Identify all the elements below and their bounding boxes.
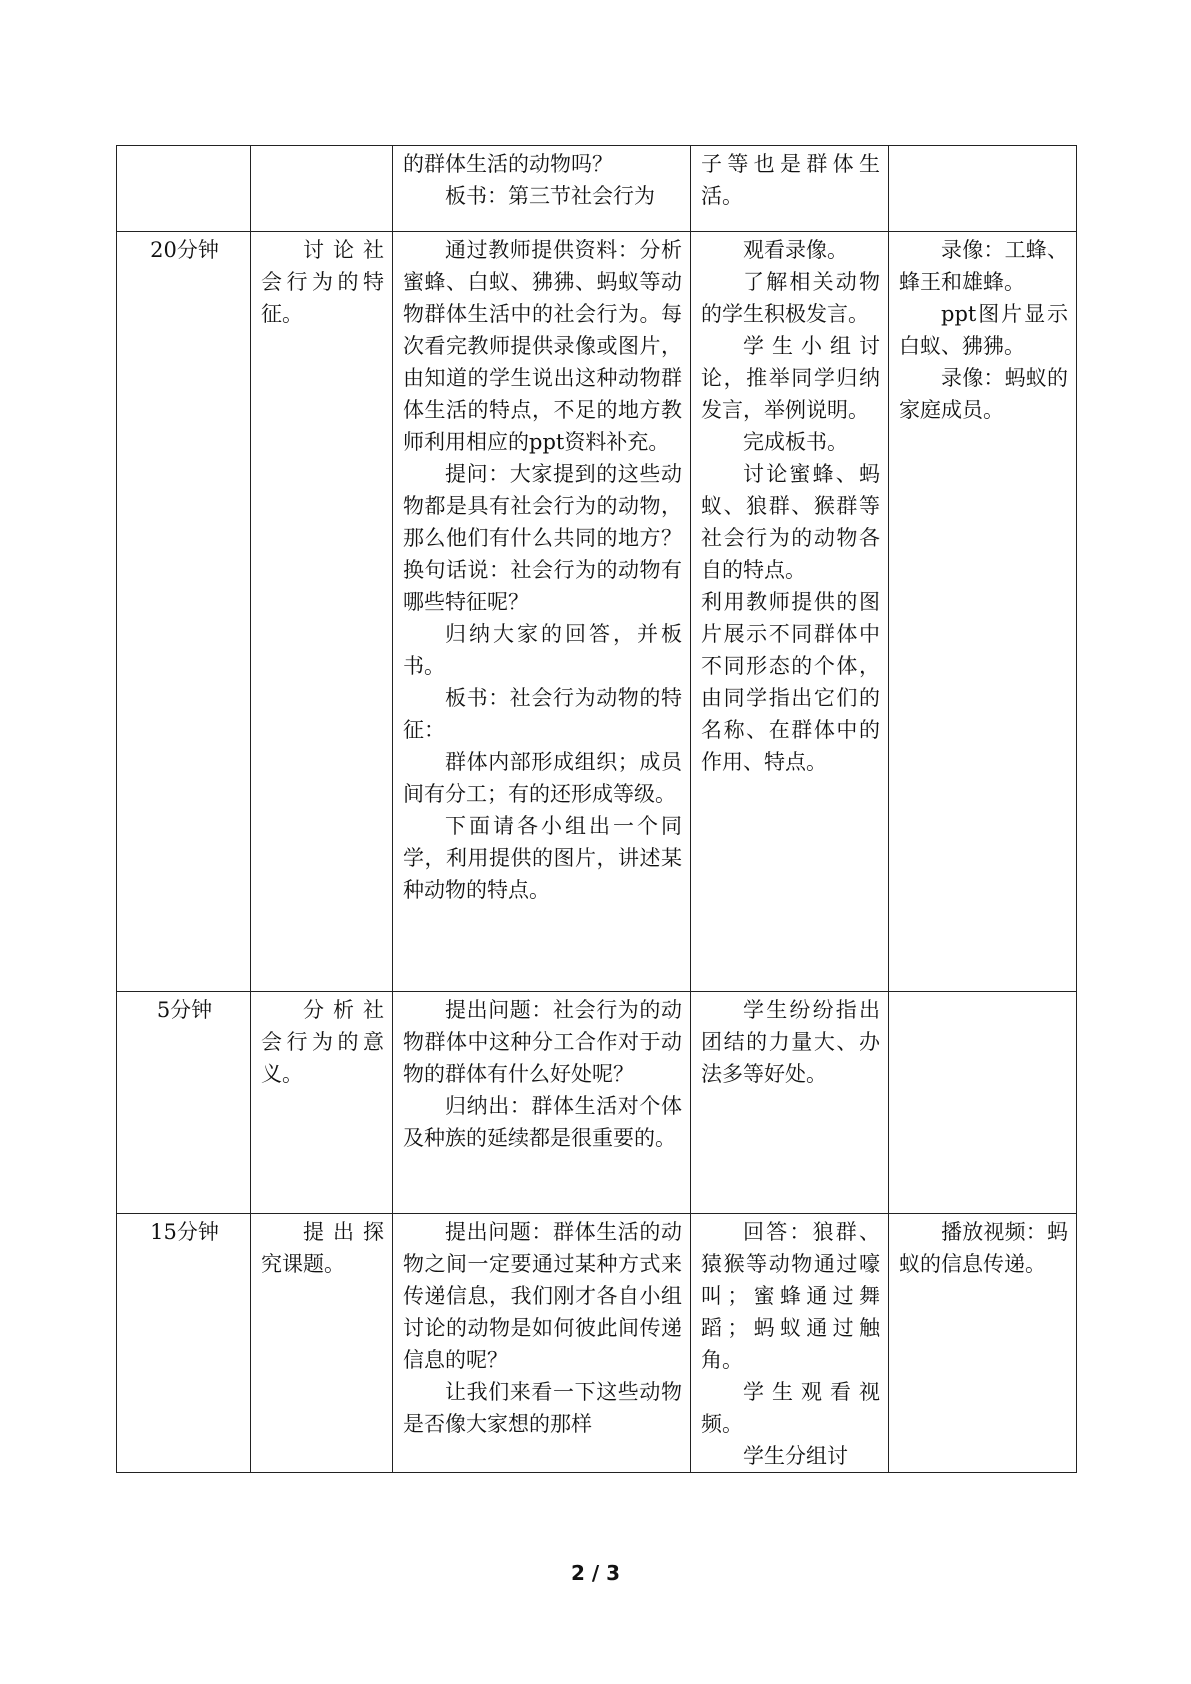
cell-paragraph: 提出问题：群体生活的动物之间一定要通过某种方式来传递信息，我们刚才各自小组讨论的动物是如何彼此间传递信息的呢？ xyxy=(403,1220,682,1372)
media-cell xyxy=(889,992,1077,1214)
table-row xyxy=(117,992,1077,1214)
topic-cell xyxy=(251,146,393,232)
cell-paragraph: 学生小组讨论，推举同学归纳发言，举例说明。 xyxy=(701,334,880,422)
cell-paragraph: 让我们来看一下这些动物是否像大家想的那样 xyxy=(403,1380,682,1436)
cell-paragraph: 回答：狼群、猿猴等动物通过嚎叫；蜜蜂通过舞蹈；蚂蚁通过触角。 xyxy=(701,1220,880,1372)
time-cell xyxy=(117,146,251,232)
lesson-plan-table-body xyxy=(117,146,1077,1473)
page-number: 2 / 3 xyxy=(570,1561,621,1585)
cell-paragraph: 完成板书。 xyxy=(743,430,848,454)
cell-paragraph: 提出问题：社会行为的动物群体中这种分工合作对于动物的群体有什么好处呢？ xyxy=(403,998,682,1086)
cell-paragraph: 讨论社会行为的特征。 xyxy=(261,238,384,326)
cell-paragraph: 利用教师提供的图片展示不同群体中不同形态的个体，由同学指出它们的名称、在群体中的作用、特点。 xyxy=(701,590,880,774)
cell-paragraph: 通过教师提供资料：分析蜜蜂、白蚁、狒狒、蚂蚁等动物群体生活中的社会行为。每次看完教师提供录像或图片，由知道的学生说出这种动物群体生活的特点，不足的地方教师利用相应的ppt资料补充。 xyxy=(403,238,682,454)
cell-paragraph: 归纳出：群体生活对个体及种族的延续都是很重要的。 xyxy=(403,1094,682,1150)
cell-paragraph: 录像：工蜂、蜂王和雄蜂。 xyxy=(899,238,1068,294)
cell-paragraph: 的群体生活的动物吗？ xyxy=(403,152,613,176)
lesson-plan-table xyxy=(116,145,1077,1473)
cell-paragraph: ppt图片显示白蚁、狒狒。 xyxy=(899,302,1068,358)
cell-paragraph: 学生纷纷指出团结的力量大、办法多等好处。 xyxy=(701,998,880,1086)
cell-paragraph: 学生观看视频。 xyxy=(701,1380,880,1436)
time-cell: 5分钟 xyxy=(117,992,251,1214)
teacher-activity-cell xyxy=(393,232,691,992)
cell-paragraph: 提出探究课题。 xyxy=(261,1220,384,1276)
teacher-activity-cell xyxy=(393,992,691,1214)
cell-paragraph: 板书：第三节社会行为 xyxy=(445,184,655,208)
cell-paragraph: 分析社会行为的意义。 xyxy=(261,998,384,1086)
cell-paragraph: 归纳大家的回答，并板书。 xyxy=(403,622,682,678)
cell-paragraph: 了解相关动物的学生积极发言。 xyxy=(701,270,880,326)
table-row xyxy=(117,232,1077,992)
student-activity-cell xyxy=(691,992,889,1214)
topic-cell xyxy=(251,992,393,1214)
topic-cell xyxy=(251,1214,393,1473)
cell-paragraph: 子等也是群体生活。 xyxy=(701,152,880,208)
cell-paragraph: 下面请各小组出一个同学，利用提供的图片，讲述某种动物的特点。 xyxy=(403,814,682,902)
cell-paragraph: 播放视频：蚂蚁的信息传递。 xyxy=(899,1220,1068,1276)
cell-paragraph: 录像：蚂蚁的家庭成员。 xyxy=(899,366,1068,422)
teacher-activity-cell xyxy=(393,1214,691,1473)
cell-paragraph: 提问：大家提到的这些动物都是具有社会行为的动物，那么他们有什么共同的地方？换句话说：社会行为的动物有哪些特征呢？ xyxy=(403,462,682,614)
cell-paragraph: 观看录像。 xyxy=(743,238,848,262)
time-cell: 20分钟 xyxy=(117,232,251,992)
cell-paragraph: 讨论蜜蜂、蚂蚁、狼群、猴群等社会行为的动物各自的特点。 xyxy=(701,462,880,582)
student-activity-cell xyxy=(691,146,889,232)
media-cell xyxy=(889,232,1077,992)
cell-paragraph: 板书：社会行为动物的特征： xyxy=(403,686,682,742)
media-cell xyxy=(889,146,1077,232)
teacher-activity-cell xyxy=(393,146,691,232)
cell-paragraph: 群体内部形成组织；成员间有分工；有的还形成等级。 xyxy=(403,750,682,806)
topic-cell xyxy=(251,232,393,992)
table-row xyxy=(117,146,1077,232)
media-cell xyxy=(889,1214,1077,1473)
student-activity-cell xyxy=(691,232,889,992)
student-activity-cell xyxy=(691,1214,889,1473)
table-row xyxy=(117,1214,1077,1473)
cell-paragraph: 学生分组讨 xyxy=(743,1444,848,1468)
time-cell: 15分钟 xyxy=(117,1214,251,1473)
